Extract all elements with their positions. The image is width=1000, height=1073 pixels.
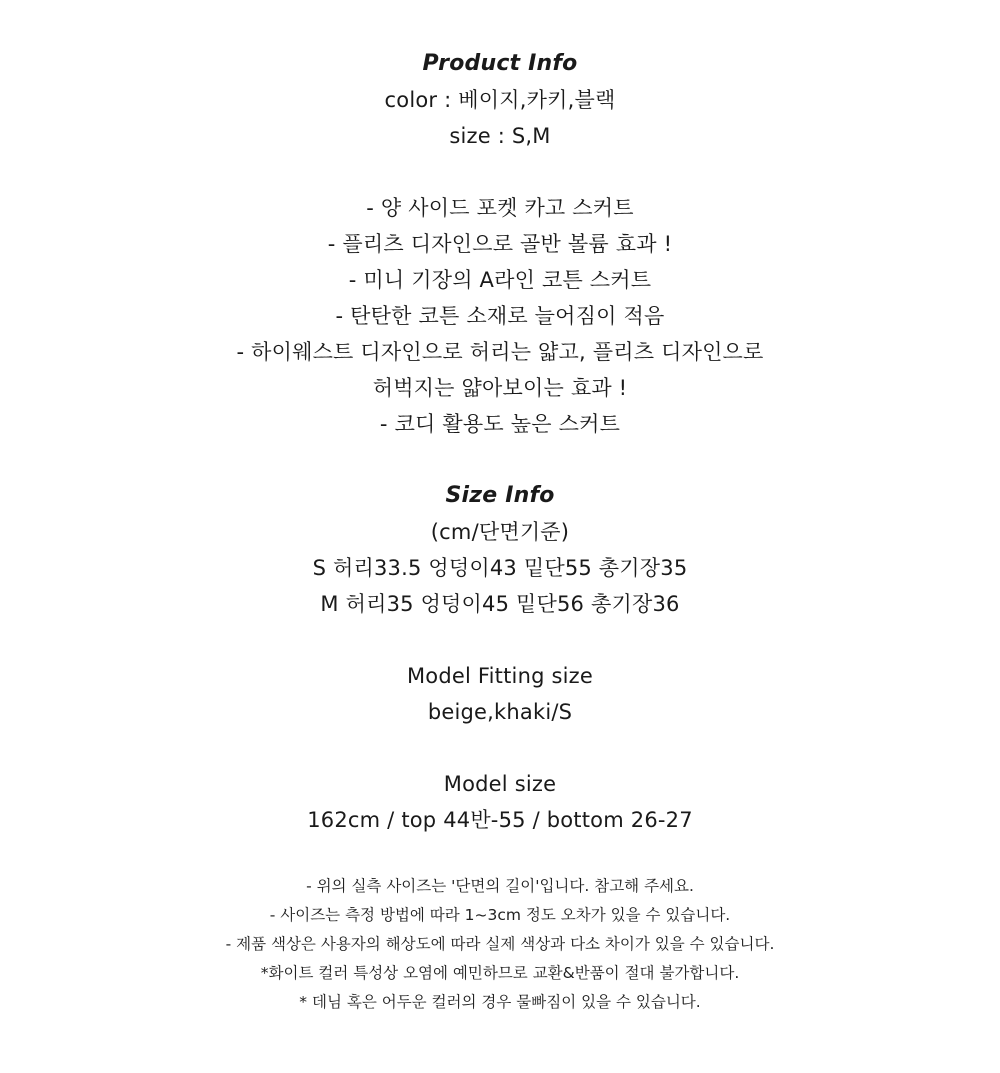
size-unit-note: (cm/단면기준): [430, 520, 570, 544]
size-row-s: S 허리33.5 엉덩이43 밑단55 총기장35: [312, 556, 688, 580]
size-info-title: Size Info: [445, 483, 555, 508]
model-fitting-section: [0, 658, 1000, 730]
product-info-section: [0, 46, 1000, 154]
notes-section: [0, 872, 1000, 1017]
feature-line: - 탄탄한 코튼 소재로 늘어짐이 적음: [335, 304, 665, 328]
product-info-title: Product Info: [422, 51, 578, 76]
size-row-m: M 허리35 엉덩이45 밑단56 총기장36: [320, 592, 680, 616]
size-options: size : S,M: [449, 124, 551, 148]
features-section: [0, 190, 1000, 442]
feature-line: - 코디 활용도 높은 스커트: [379, 412, 621, 436]
note-line: - 사이즈는 측정 방법에 따라 1~3cm 정도 오차가 있을 수 있습니다.: [269, 906, 731, 924]
model-size-section: [0, 766, 1000, 838]
note-line: - 위의 실측 사이즈는 '단면의 길이'입니다. 참고해 주세요.: [306, 877, 694, 895]
feature-line: - 플리츠 디자인으로 골반 볼륨 효과 !: [327, 232, 673, 256]
note-line: *화이트 컬러 특성상 오염에 예민하므로 교환&반품이 절대 불가합니다.: [260, 964, 740, 982]
model-fitting-label: Model Fitting size: [406, 664, 594, 688]
feature-line: - 하이웨스트 디자인으로 허리는 얇고, 플리츠 디자인으로: [236, 340, 764, 364]
feature-line: 허벅지는 얇아보이는 효과 !: [372, 376, 628, 400]
model-size-label: Model size: [443, 772, 557, 796]
color-options: color : 베이지,카키,블랙: [384, 88, 616, 112]
note-line: - 제품 색상은 사용자의 해상도에 따라 실제 색상과 다소 차이가 있을 수 있습니다.: [225, 935, 775, 953]
note-line: * 데님 혹은 어두운 컬러의 경우 물빠짐이 있을 수 있습니다.: [299, 993, 701, 1011]
model-fitting-value: beige,khaki/S: [427, 700, 573, 724]
model-size-value: 162cm / top 44반-55 / bottom 26-27: [307, 808, 693, 832]
feature-line: - 양 사이드 포켓 카고 스커트: [366, 196, 634, 220]
size-info-section: [0, 478, 1000, 622]
feature-line: - 미니 기장의 A라인 코튼 스커트: [348, 268, 652, 292]
